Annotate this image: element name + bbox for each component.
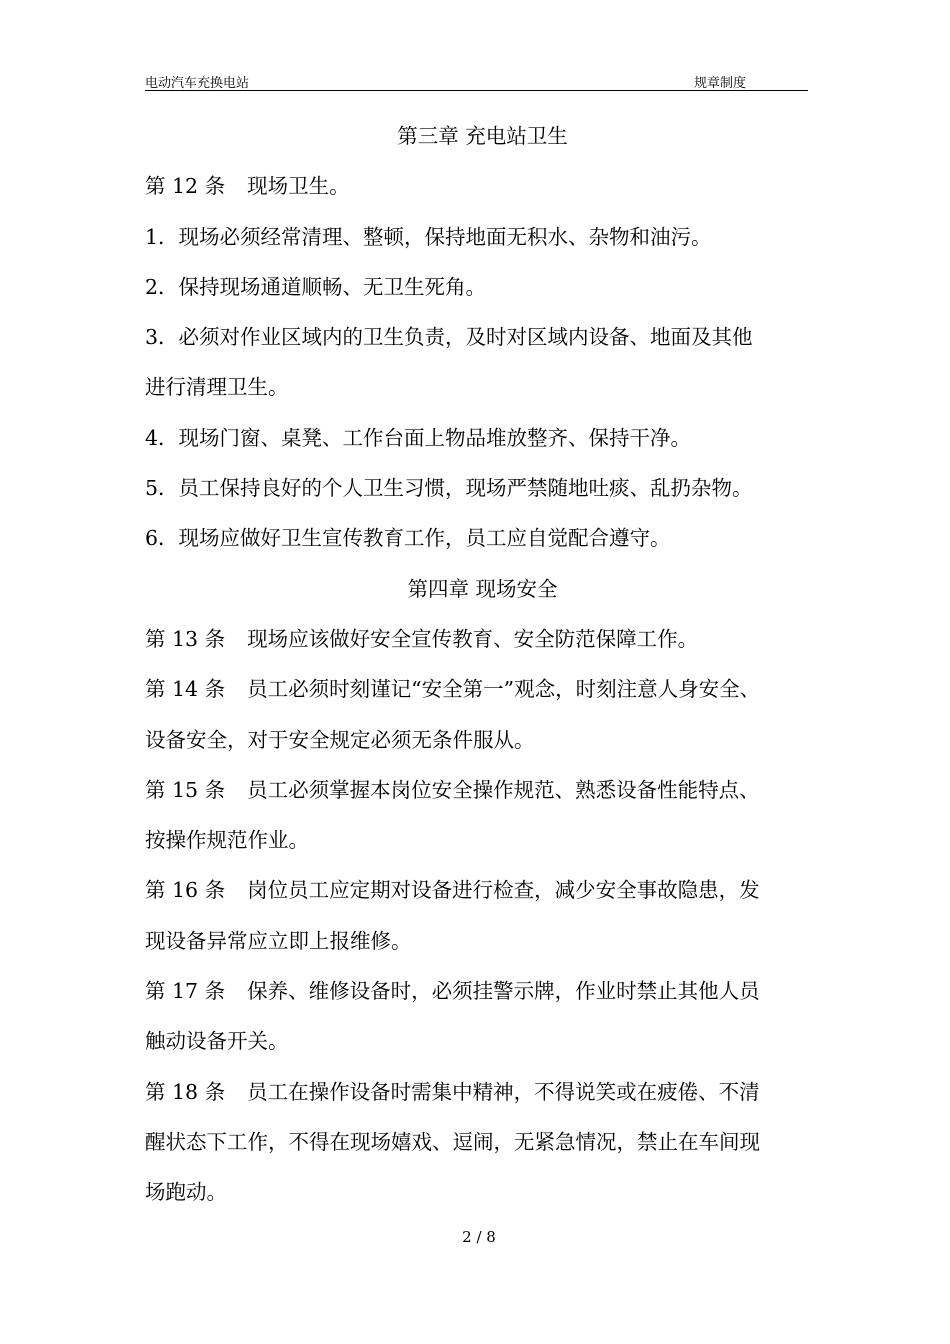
article-18-continuation-2: 场跑动。 [145,1180,227,1205]
article-text: 员工必须时刻谨记“安全第一”观念，时刻注意人身安全、 [247,677,761,702]
chapter-4-heading: 第四章 现场安全 [407,576,558,601]
article-number: 第 12 条 [145,174,226,199]
article-text: 岗位员工应定期对设备进行检查，减少安全事故隐患，发 [247,878,760,903]
article-16 [145,865,810,915]
list-item-3-continuation: 进行清理卫生。 [145,375,289,400]
article-16-continuation: 现设备异常应立即上报维修。 [145,928,412,953]
article-number: 第 16 条 [145,878,226,903]
list-item-2: 2．保持现场通道顺畅、无卫生死角。 [145,274,487,299]
article-18 [145,1067,810,1117]
article-text: 员工在操作设备时需集中精神，不得说笑或在疲倦、不清 [247,1079,760,1104]
list-item-4: 4．现场门窗、桌凳、工作台面上物品堆放整齐、保持干净。 [145,425,692,450]
list-item-3: 3．必须对作业区域内的卫生负责，及时对区域内设备、地面及其他 [145,325,753,350]
chapter-3-heading: 第三章 充电站卫生 [397,124,568,148]
article-number: 第 17 条 [145,979,226,1004]
list-item-6: 6．现场应做好卫生宣传教育工作，员工应自觉配合遵守。 [145,526,671,551]
article-17-continuation: 触动设备开关。 [145,1029,289,1054]
article-18-continuation-1: 醒状态下工作，不得在现场嬉戏、逗闹，无紧急情况，禁止在车间现 [145,1129,760,1154]
article-number: 第 18 条 [145,1079,226,1104]
document-body [145,111,810,1218]
page-number: 2 / 8 [462,1228,496,1246]
list-item-5: 5．员工保持良好的个人卫生习惯，现场严禁随地吐痰、乱扔杂物。 [145,476,753,501]
article-13 [145,614,810,664]
article-text: 保养、维修设备时，必须挂警示牌，作业时禁止其他人员 [247,979,760,1004]
article-number: 第 14 条 [145,677,226,702]
header-left-title: 电动汽车充换电站 [145,76,250,91]
article-number: 第 15 条 [145,777,226,802]
article-14 [145,664,810,714]
article-15-continuation: 按操作规范作业。 [145,828,309,853]
article-12 [145,161,810,211]
header-right-title: 规章制度 [693,76,746,91]
page-header [145,70,808,91]
list-item-1: 1．现场必须经常清理、整顿，保持地面无积水、杂物和油污。 [145,224,712,249]
article-text: 员工必须掌握本岗位安全操作规范、熟悉设备性能特点、 [247,777,760,802]
article-text: 现场卫生。 [247,174,350,199]
article-15 [145,765,810,815]
article-text: 现场应该做好安全宣传教育、安全防范保障工作。 [247,626,699,651]
article-17 [145,966,810,1016]
article-number: 第 13 条 [145,626,226,651]
article-14-continuation: 设备安全，对于安全规定必须无条件服从。 [145,727,535,752]
